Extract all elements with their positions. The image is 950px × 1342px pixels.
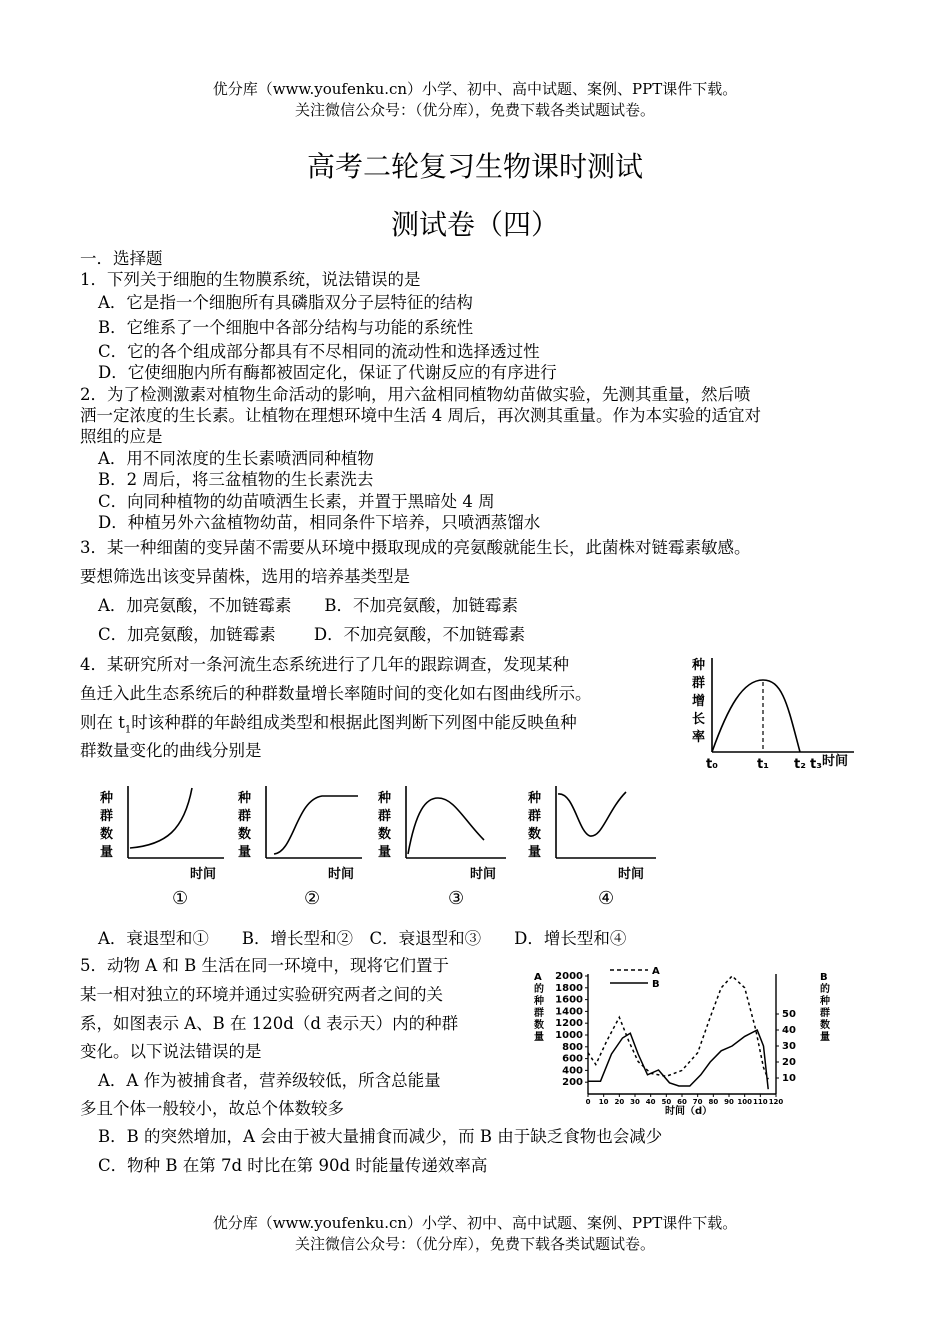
svg-text:数: 数 — [534, 1020, 544, 1031]
svg-text:t₁: t₁ — [757, 757, 769, 772]
svg-text:种: 种 — [100, 791, 114, 806]
svg-text:时间: 时间 — [190, 867, 217, 882]
q5-x-tick-label: 0 — [585, 1098, 591, 1106]
q2-stem-2: 洒一定浓度的生长素。让植物在理想环境中生活 4 周后，再次测其重量。作为本实验的适宜对 — [80, 406, 761, 425]
q5-x-tick-label: 120 — [768, 1098, 784, 1106]
q5-right-tick-label: 10 — [782, 1073, 796, 1084]
q5-option-a-2: 多且个体一般较小，故总个体数较多 — [80, 1099, 344, 1118]
q2-option-c: C．向同种植物的幼苗喷洒生长素，并置于黑暗处 4 周 — [98, 492, 495, 511]
svg-text:群: 群 — [238, 809, 252, 824]
q5-series-a — [588, 976, 768, 1079]
svg-text:数: 数 — [820, 1020, 830, 1031]
q5-x-tick-label: 10 — [598, 1098, 609, 1106]
svg-text:时间: 时间 — [618, 867, 645, 882]
q5-legend — [610, 966, 660, 990]
q5-left-tick-label: 2000 — [555, 971, 583, 982]
svg-text:时间: 时间 — [470, 867, 497, 882]
header-line-1: 优分库（www.youfenku.cn）小学、初中、高中试题、案例、PPT课件下载。 — [212, 80, 738, 98]
q5-left-tick-label: 800 — [562, 1041, 583, 1053]
q5-left-tick-label: 400 — [562, 1065, 583, 1077]
q4-chart-4 — [527, 786, 656, 909]
q5-option-b: B．B 的突然增加，A 会由于被大量捕食而减少，而 B 由于缺乏食物也会减少 — [98, 1127, 663, 1146]
q5-right-tick-label: 40 — [782, 1025, 796, 1036]
svg-text:的: 的 — [820, 984, 830, 995]
svg-text:群: 群 — [528, 809, 542, 824]
svg-text:数: 数 — [378, 827, 392, 842]
svg-text:B: B — [820, 972, 828, 983]
q5-left-tick-label: 1600 — [555, 994, 583, 1006]
q5-xlabel: 时间（d） — [665, 1106, 713, 1117]
svg-text:种: 种 — [820, 996, 830, 1007]
q5-left-tick-label: 1000 — [555, 1030, 583, 1041]
svg-text:t₂: t₂ — [794, 757, 806, 772]
footer-line-2: 关注微信公众号：（优分库），免费下载各类试题试卷。 — [294, 1235, 655, 1253]
q4-rate-ylabel — [691, 657, 706, 745]
q1-option-a: A．它是指一个细胞所有具磷脂双分子层特征的结构 — [98, 293, 473, 312]
q1-stem: 1．下列关于细胞的生物膜系统，说法错误的是 — [80, 270, 421, 289]
q5-stem-2: 某一相对独立的环境并通过实验研究两者之间的关 — [80, 985, 443, 1004]
page-title: 高考二轮复习生物课时测试 — [306, 150, 643, 183]
svg-text:③: ③ — [448, 888, 465, 909]
svg-text:种: 种 — [238, 791, 252, 806]
svg-text:种: 种 — [378, 791, 392, 806]
q5-stem-4: 变化。以下说法错误的是 — [80, 1042, 262, 1061]
svg-text:时间: 时间 — [822, 754, 849, 769]
svg-text:量: 量 — [100, 845, 114, 860]
q5-left-tick-label: 200 — [562, 1077, 583, 1089]
q1-option-d: D．它使细胞内所有酶都被固定化，保证了代谢反应的有序进行 — [98, 363, 557, 382]
q5-option-a-1: A．A 作为被捕食者，营养级较低，所含总能量 — [98, 1071, 441, 1090]
svg-text:量: 量 — [378, 845, 392, 860]
svg-text:量: 量 — [534, 1032, 544, 1043]
svg-text:的: 的 — [534, 984, 544, 995]
q5-ylabel-right — [819, 972, 830, 1043]
q5-x-tick-label: 80 — [708, 1098, 719, 1106]
svg-text:时间: 时间 — [328, 867, 355, 882]
q5-x-tick-label: 110 — [753, 1098, 768, 1106]
q2-stem-3: 照组的应是 — [80, 427, 163, 446]
q5-ylabel-left — [533, 972, 544, 1043]
q5-left-tick-label: 600 — [562, 1053, 583, 1065]
header-line-2: 关注微信公众号：（优分库），免费下载各类试题试卷。 — [294, 101, 655, 119]
q4-growth-rate-chart — [688, 652, 860, 774]
q3-stem-2: 要想筛选出该变异菌株，选用的培养基类型是 — [80, 567, 410, 586]
q4-options: A．衰退型和① B．增长型和② C．衰退型和③ D．增长型和④ — [98, 929, 627, 948]
q2-option-a: A．用不同浓度的生长素喷洒同种植物 — [98, 449, 374, 468]
q4-chart-1 — [99, 786, 224, 909]
svg-text:增: 增 — [692, 694, 706, 709]
q5-stem-3: 系，如图表示 A、B 在 120d（d 表示天）内的种群 — [80, 1014, 459, 1033]
q4-stem-1: 4．某研究所对一条河流生态系统进行了几年的跟踪调查，发现某种 — [80, 655, 569, 674]
q5-x-tick-label: 90 — [724, 1098, 734, 1106]
q4-chart-2 — [237, 786, 362, 909]
q2-stem-1: 2．为了检测激素对植物生命活动的影响，用六盆相同植物幼苗做实验，先测其重量，然后喷 — [80, 385, 751, 404]
q5-right-tick-label: 50 — [782, 1009, 796, 1020]
svg-text:④: ④ — [598, 888, 615, 909]
svg-text:种: 种 — [692, 658, 706, 673]
q5-right-tick-label: 20 — [782, 1057, 796, 1068]
q5-left-tick-label: 1400 — [555, 1006, 583, 1018]
q1-option-b: B．它维系了一个细胞中各部分结构与功能的系统性 — [98, 318, 474, 337]
svg-text:数: 数 — [528, 827, 542, 842]
q5-left-tick-label: 1200 — [555, 1018, 583, 1030]
svg-text:群: 群 — [100, 809, 114, 824]
svg-text:群: 群 — [534, 1008, 544, 1019]
q3-stem-1: 3．某一种细菌的变异菌不需要从环境中摄取现成的亮氨酸就能生长，此菌株对链霉素敏感。 — [80, 538, 751, 557]
svg-text:群: 群 — [378, 809, 392, 824]
q3-options-cd: C．加亮氨酸，加链霉素 D．不加亮氨酸，不加链霉素 — [98, 625, 526, 644]
q1-option-c: C．它的各个组成部分都具有不尽相同的流动性和选择透过性 — [98, 342, 540, 361]
svg-text:量: 量 — [528, 845, 542, 860]
q5-option-c: C．物种 B 在第 7d 时比在第 90d 时能量传递效率高 — [98, 1156, 488, 1175]
svg-text:长: 长 — [692, 712, 706, 727]
q4-rate-curve — [712, 680, 800, 752]
q5-stem-1: 5．动物 A 和 B 生活在同一环境中，现将它们置于 — [80, 956, 450, 975]
svg-text:量: 量 — [238, 845, 252, 860]
q4-stem-2: 鱼迁入此生态系统后的种群数量增长率随时间的变化如右图曲线所示。 — [80, 684, 592, 703]
q2-option-b: B．2 周后，将三盆植物的生长素洗去 — [98, 470, 374, 489]
svg-text:②: ② — [304, 888, 321, 909]
q5-x-tick-label: 70 — [692, 1098, 703, 1106]
svg-text:群: 群 — [820, 1008, 830, 1019]
svg-text:A: A — [534, 972, 542, 983]
q5-series-b — [588, 1030, 768, 1089]
q5-x-tick-label: 60 — [677, 1098, 687, 1106]
q4-stem-4: 群数量变化的曲线分别是 — [80, 741, 262, 760]
svg-text:t₀: t₀ — [706, 757, 718, 772]
q5-x-tick-label: 20 — [614, 1098, 625, 1106]
q4-stem-3: 则在 $t_1$时该种群的年龄组成类型和根据此图判断下列图中能反映鱼种 — [80, 713, 577, 736]
svg-text:种: 种 — [534, 996, 544, 1007]
q5-x-tick-label: 30 — [630, 1098, 640, 1106]
q5-x-tick-label: 40 — [645, 1098, 656, 1106]
page-subtitle: 测试卷（四） — [390, 208, 559, 241]
svg-text:t₃: t₃ — [810, 757, 822, 772]
section-heading: 一．选择题 — [80, 249, 163, 268]
footer-line-1: 优分库（www.youfenku.cn）小学、初中、高中试题、案例、PPT课件下载。 — [212, 1214, 738, 1232]
q5-x-tick-label: 100 — [737, 1098, 752, 1106]
q5-population-chart — [530, 962, 840, 1118]
svg-text:率: 率 — [692, 730, 706, 745]
q5-x-tick-label: 50 — [661, 1098, 672, 1106]
svg-text:量: 量 — [820, 1032, 830, 1043]
q5-right-tick-label: 30 — [782, 1041, 796, 1052]
q5-left-tick-label: 1800 — [555, 982, 583, 994]
q2-option-d: D．种植另外六盆植物幼苗，相同条件下培养，只喷洒蒸馏水 — [98, 513, 541, 532]
svg-text:群: 群 — [692, 676, 706, 691]
svg-text:数: 数 — [100, 827, 114, 842]
q4-chart-3 — [377, 786, 506, 909]
svg-text:数: 数 — [238, 827, 252, 842]
legend-a: A — [652, 966, 660, 977]
q3-options-ab: A．加亮氨酸，不加链霉素 B．不加亮氨酸，加链霉素 — [98, 596, 519, 615]
svg-text:①: ① — [172, 888, 189, 909]
legend-b: B — [652, 979, 660, 990]
q4-option-charts — [96, 780, 666, 910]
svg-text:种: 种 — [528, 791, 542, 806]
